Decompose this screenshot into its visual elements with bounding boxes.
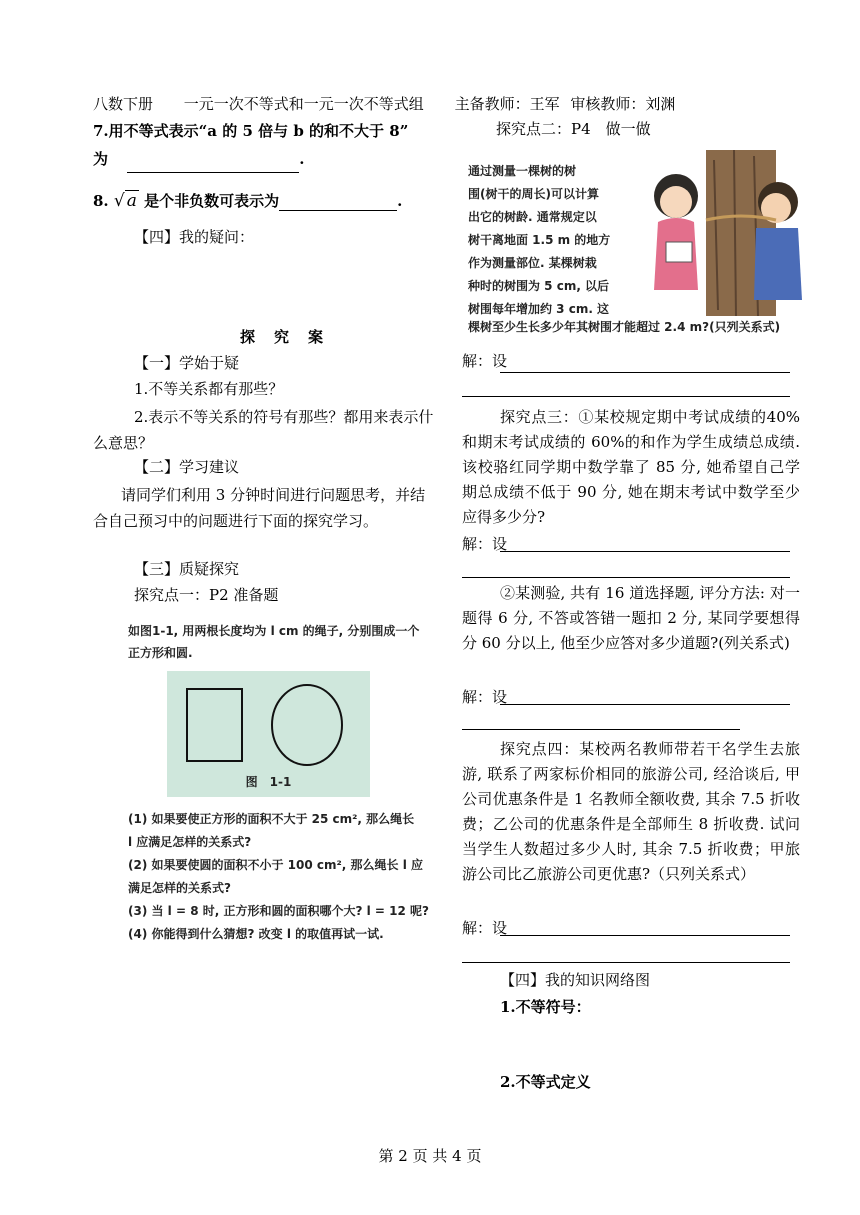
answer-line	[500, 704, 790, 705]
children-measuring-tree-illustration	[636, 150, 814, 316]
knowledge-item-2: 2.不等式定义	[500, 1073, 591, 1091]
s2-heading: 【二】学习建议	[134, 458, 240, 476]
fig-q1-line-1: (1) 如果要使正方形的面积不大于 25 cm², 那么绳长	[128, 812, 415, 826]
point-3-text: 探究点三：①某校规定期中考试成绩的40%和期末考试成绩的 60%的和作为学生成绩总成绩. 该校骆红同学期中数学靠了 85 分, 她希望自己学期总成绩不低于 90 分, 她在期末考试中数学至少应得多少分?	[462, 408, 800, 526]
solve-4-label: 解：设	[462, 919, 508, 937]
q8-number: 8.	[93, 192, 109, 210]
q7-answer-row	[93, 146, 408, 173]
page-header	[93, 93, 701, 114]
solve-2-label: 解：设	[462, 535, 508, 553]
tree-line: 种时的树围为 5 cm, 以后	[468, 279, 610, 293]
s1-heading: 【一】学始于疑	[134, 354, 240, 372]
page-footer: 第 2 页 共 4 页	[378, 1147, 482, 1165]
sqrt-symbol: √ a	[113, 191, 137, 211]
q7-period: .	[299, 150, 305, 168]
fig-q4: (4) 你能得到什么猜想? 改变 l 的取值再试一试.	[128, 927, 384, 941]
answer-line	[500, 372, 790, 373]
fig-q2-line-1: (2) 如果要使圆的面积不小于 100 cm², 那么绳长 l 应	[128, 858, 423, 872]
solve-1-label: 解：设	[462, 352, 508, 370]
girl-face	[660, 186, 692, 218]
tree-question: 棵树至少生长多少年其树围才能超过 2.4 m?(只列关系式)	[468, 320, 781, 334]
s3-heading: 【三】质疑探究	[134, 560, 240, 578]
notepad	[666, 242, 692, 262]
answer-line	[500, 935, 790, 936]
tree-line: 树干离地面 1.5 m 的地方	[468, 233, 611, 247]
tree-line: 出它的树龄. 通常规定以	[468, 210, 597, 224]
answer-line	[500, 551, 790, 552]
q7-answer-blank[interactable]	[127, 146, 299, 173]
point-4-text: 探究点四：某校两名教师带若干名学生去旅游, 联系了两家标价相同的旅游公司, 经洽谈后, 甲公司优惠条件是 1 名教师全额收费, 其余 7.5 折收费；乙公司的优惠条件是全部师生 8 折收费. 试问当学生人数超过多少人时, 其余 7.5 折收费；甲旅游公司比乙旅游公司更优惠?（只列关系式）	[462, 740, 800, 883]
doubts-heading: 【四】我的疑问：	[134, 228, 255, 246]
fig-q2-line-2: 满足怎样的关系式?	[128, 881, 231, 895]
q7-text: 7.用不等式表示“a 的 5 倍与 b 的和不大于 8”	[93, 122, 409, 140]
q8-answer-blank[interactable]	[279, 192, 397, 211]
illustration-drawing	[636, 150, 814, 316]
sqrt-variable: a	[126, 191, 137, 211]
s2-text: 请同学们利用 3 分钟时间进行问题思考，并结合自己预习中的问题进行下面的探究学习。	[93, 486, 426, 530]
s1-question-1: 1.不等关系都有那些？	[134, 380, 284, 398]
figure-1-questions	[128, 808, 446, 946]
figure-1-1	[167, 671, 370, 797]
header-review-teacher: 审核教师：刘渊	[570, 95, 676, 113]
q8-period: .	[397, 192, 403, 210]
fig-q1-line-2: l 应满足怎样的关系式?	[128, 835, 252, 849]
point-1-heading: 探究点一：P2 准备题	[134, 586, 279, 604]
figure-caption: 图 1-1	[245, 775, 292, 789]
answer-line	[462, 396, 790, 397]
question-8	[93, 190, 402, 211]
solve-3-label: 解：设	[462, 688, 508, 706]
answer-line	[462, 577, 790, 578]
tree-line: 围(树干的周长)可以计算	[468, 187, 599, 201]
point-2-heading: 探究点二：P4 做一做	[496, 120, 651, 138]
point-3b-text: ②某测验, 共有 16 道选择题, 评分方法: 对一题得 6 分, 不答或答错一题扣 2 分, 某同学要想得分 60 分以上, 他至少应答对多少道题?(列关系式)	[462, 584, 800, 652]
q8-text: 是个非负数可表示为	[144, 192, 280, 210]
header-main-teacher: 主备教师：王军	[454, 95, 560, 113]
knowledge-map-heading: 【四】我的知识网络图	[500, 971, 651, 989]
header-topic: 一元一次不等式和一元一次不等式组	[183, 95, 424, 113]
knowledge-item-1: 1.不等符号：	[500, 998, 591, 1016]
fig-q3: (3) 当 l = 8 时, 正方形和圆的面积哪个大? l = 12 呢?	[128, 904, 429, 918]
fig-intro-line-1: 如图1-1, 用两根长度均为 l cm 的绳子, 分别围成一个	[128, 624, 420, 638]
fig-intro-line-2: 正方形和圆.	[128, 646, 193, 660]
tree-line: 通过测量一棵树的树	[468, 164, 577, 178]
figure-1-intro	[128, 620, 438, 664]
section-title: 探 究 案	[240, 328, 326, 346]
boy-shirt	[754, 228, 802, 300]
q7-prefix: 为	[93, 150, 109, 168]
question-7	[93, 118, 408, 173]
s1-question-2: 2.表示不等关系的符号有那些？都用来表示什么意思？	[93, 408, 434, 452]
header-book: 八数下册	[93, 95, 154, 113]
answer-line	[462, 729, 740, 730]
tree-line: 树围每年增加约 3 cm. 这	[468, 302, 610, 316]
tree-line: 作为测量部位. 某棵树栽	[468, 256, 597, 270]
answer-line	[462, 962, 790, 963]
